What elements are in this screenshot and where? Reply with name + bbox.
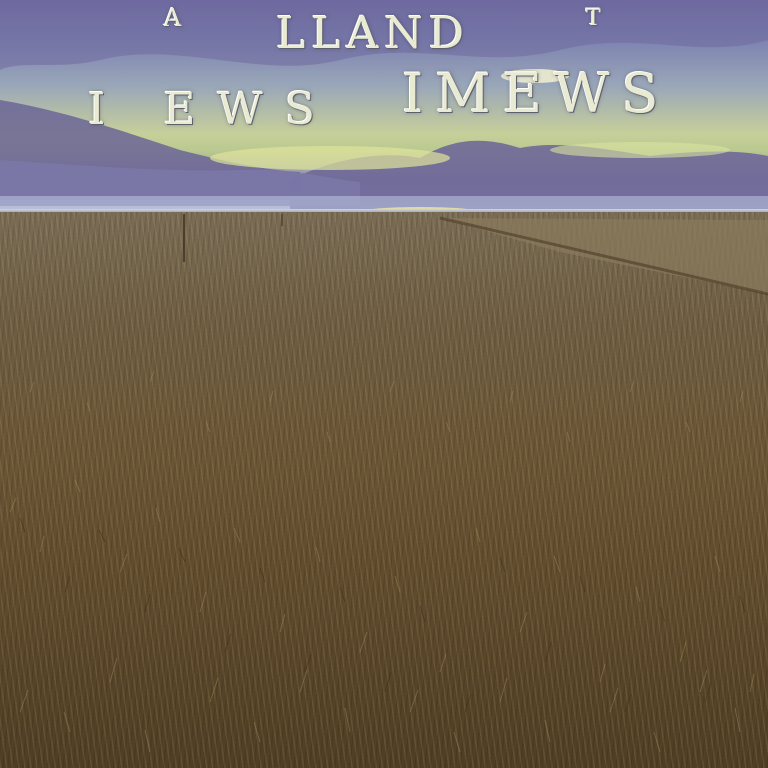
overlay-headline: LLAND	[276, 8, 470, 59]
overlay-lower-right: IMEWS	[402, 62, 671, 125]
field-texture	[0, 212, 768, 768]
overlay-letter-a: A	[164, 4, 188, 32]
overlay-letter-t: T	[586, 6, 607, 31]
overlay-lower-left: I EWS	[88, 84, 337, 135]
grass-field	[0, 212, 768, 768]
